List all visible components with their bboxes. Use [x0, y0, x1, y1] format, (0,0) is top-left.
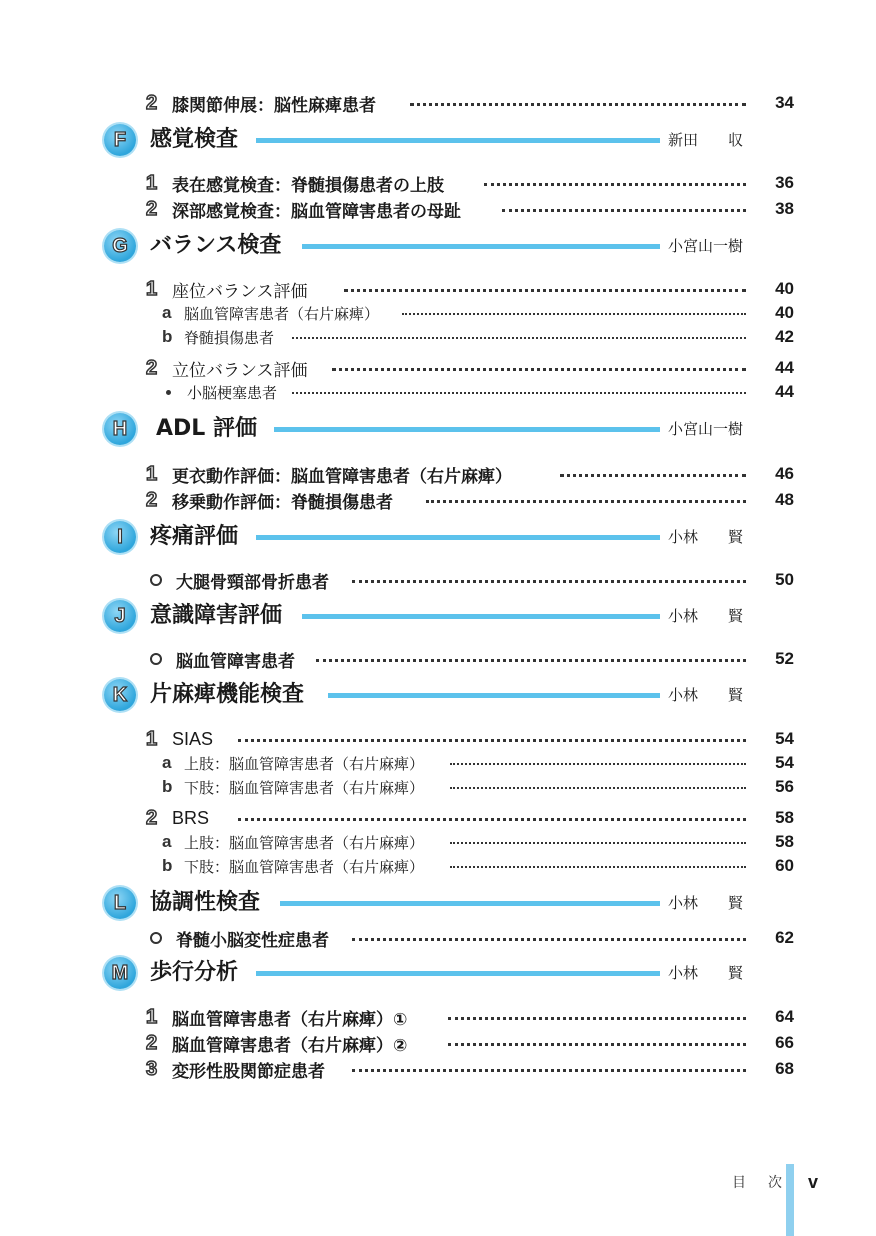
section-rule	[274, 427, 660, 432]
entry-number: 1	[146, 727, 158, 750]
section-author: 小林 賢	[668, 894, 744, 912]
toc-entry[interactable]	[0, 461, 876, 487]
section-header-i[interactable]	[0, 519, 876, 559]
entry-page: 48	[775, 490, 794, 509]
section-rule	[302, 244, 660, 249]
toc-entry[interactable]	[0, 170, 876, 196]
subentry-letter: a	[162, 303, 172, 322]
toc-entry[interactable]	[0, 1056, 876, 1082]
section-author: 小林 賢	[668, 528, 744, 546]
section-letter-badge: H	[104, 413, 136, 445]
entry-number: 3	[146, 1057, 158, 1080]
entry-title: 座位バランス評価	[172, 281, 308, 302]
section-letter-badge: I	[104, 521, 136, 553]
section-letter-badge: G	[104, 230, 136, 262]
subentry-letter: b	[162, 777, 173, 796]
toc-entry[interactable]	[0, 487, 876, 513]
toc-subentry[interactable]	[0, 379, 876, 405]
entry-page: 60	[775, 856, 794, 875]
section-header-k[interactable]	[0, 677, 876, 717]
entry-title: 変形性股関節症患者	[172, 1061, 325, 1082]
entry-title: 上肢：脳血管障害患者（右片麻痺）	[184, 754, 425, 773]
toc-entry[interactable]	[0, 646, 876, 672]
section-title: 感覚検査	[150, 127, 239, 152]
entry-page: 40	[775, 279, 794, 298]
entry-page: 52	[775, 649, 794, 668]
circle-bullet-icon	[150, 574, 162, 586]
subentry-letter: a	[162, 753, 172, 772]
entry-number: 2	[146, 197, 158, 220]
entry-page: 64	[775, 1007, 794, 1026]
section-author: 小林 賢	[668, 964, 744, 982]
section-rule	[302, 614, 660, 619]
entry-number: 1	[146, 1005, 158, 1028]
section-letter-badge: L	[104, 887, 136, 919]
circle-bullet-icon	[150, 932, 162, 944]
toc-entry[interactable]	[0, 90, 876, 116]
section-title: 歩行分析	[150, 960, 239, 985]
entry-title: 更衣動作評価：脳血管障害患者（右片麻痺）	[172, 466, 512, 487]
entry-page: 34	[775, 93, 794, 112]
entry-page: 50	[775, 570, 794, 589]
entry-page: 56	[775, 777, 794, 796]
section-title: ADL 評価	[156, 416, 257, 441]
entry-number: 2	[146, 91, 158, 114]
section-header-g[interactable]	[0, 228, 876, 268]
subentry-letter: a	[162, 832, 172, 851]
entry-page: 54	[775, 729, 794, 748]
section-author: 小林 賢	[668, 607, 744, 625]
entry-title: 上肢：脳血管障害患者（右片麻痺）	[184, 833, 425, 852]
entry-number: 1	[146, 277, 158, 300]
section-title: 片麻痺機能検査	[150, 682, 305, 707]
section-author: 新田 収	[668, 131, 744, 149]
section-header-m[interactable]	[0, 955, 876, 995]
entry-page: 44	[775, 382, 794, 401]
entry-page: 68	[775, 1059, 794, 1078]
entry-page: 38	[775, 199, 794, 218]
toc-entry[interactable]	[0, 726, 876, 752]
section-rule	[256, 138, 660, 143]
toc-entry[interactable]	[0, 567, 876, 593]
entry-title: 膝関節伸展：脳性麻痺患者	[172, 95, 376, 116]
entry-title: 大腿骨頸部骨折患者	[176, 572, 329, 593]
subentry-letter: b	[162, 327, 173, 346]
footer-accent-bar	[786, 1164, 794, 1236]
entry-title: 脳血管障害患者（右片麻痺）	[184, 304, 380, 323]
circle-bullet-icon	[150, 653, 162, 665]
section-letter-badge: J	[104, 600, 136, 632]
section-header-f[interactable]	[0, 122, 876, 162]
section-header-j[interactable]	[0, 598, 876, 638]
entry-page: 58	[775, 832, 794, 851]
section-title: バランス検査	[150, 233, 282, 258]
section-rule	[328, 693, 660, 698]
section-title: 意識障害評価	[150, 603, 283, 628]
entry-title: SIAS	[172, 728, 214, 749]
entry-number: 2	[146, 356, 158, 379]
bullet-icon	[166, 390, 171, 395]
entry-page: 58	[775, 808, 794, 827]
entry-title: 下肢：脳血管障害患者（右片麻痺）	[184, 778, 425, 797]
entry-number: 2	[146, 1031, 158, 1054]
footer-page-number: v	[808, 1172, 819, 1192]
entry-title: 深部感覚検査：脳血管障害患者の母趾	[172, 201, 461, 222]
toc-entry[interactable]	[0, 1004, 876, 1030]
entry-title: 移乗動作評価：脊髄損傷患者	[172, 492, 393, 513]
entry-number: 1	[146, 462, 158, 485]
section-rule	[256, 535, 660, 540]
section-letter-badge: M	[104, 957, 136, 989]
entry-page: 44	[775, 358, 794, 377]
toc-entry[interactable]	[0, 196, 876, 222]
toc-entry[interactable]	[0, 925, 876, 951]
section-letter-badge: K	[104, 679, 136, 711]
section-rule	[280, 901, 660, 906]
section-letter-badge: F	[104, 124, 136, 156]
section-author: 小宮山一樹	[668, 237, 744, 255]
section-title: 疼痛評価	[150, 524, 239, 549]
section-author: 小宮山一樹	[668, 420, 744, 438]
toc-subentry[interactable]	[0, 829, 876, 855]
toc-subentry[interactable]	[0, 300, 876, 326]
toc-subentry[interactable]	[0, 750, 876, 776]
entry-page: 42	[775, 327, 794, 346]
toc-subentry[interactable]	[0, 774, 876, 800]
entry-page: 40	[775, 303, 794, 322]
entry-title: 脳血管障害患者（右片麻痺）②	[172, 1035, 408, 1056]
entry-title: 脳血管障害患者（右片麻痺）①	[172, 1009, 408, 1030]
toc-entry[interactable]	[0, 805, 876, 831]
entry-title: 表在感覚検査：脊髄損傷患者の上肢	[172, 175, 444, 196]
section-rule	[256, 971, 660, 976]
section-title: 協調性検査	[150, 890, 261, 915]
toc-entry[interactable]	[0, 1030, 876, 1056]
entry-title: 脊髄損傷患者	[184, 328, 275, 347]
entry-page: 54	[775, 753, 794, 772]
entry-title: 脊髄小脳変性症患者	[176, 930, 329, 951]
entry-title: BRS	[172, 807, 210, 828]
subentry-letter: b	[162, 856, 173, 875]
entry-page: 46	[775, 464, 794, 483]
entry-title: 小脳梗塞患者	[187, 383, 278, 402]
entry-title: 立位バランス評価	[172, 360, 308, 381]
entry-page: 66	[775, 1033, 794, 1052]
section-header-h[interactable]	[0, 411, 876, 451]
entry-title: 脳血管障害患者	[176, 651, 295, 672]
section-header-l[interactable]	[0, 885, 876, 925]
entry-number: 2	[146, 806, 158, 829]
toc-entry[interactable]	[0, 355, 876, 381]
section-author: 小林 賢	[668, 686, 744, 704]
toc-subentry[interactable]	[0, 853, 876, 879]
entry-page: 62	[775, 928, 794, 947]
entry-title: 下肢：脳血管障害患者（右片麻痺）	[184, 857, 425, 876]
entry-number: 2	[146, 488, 158, 511]
toc-subentry[interactable]	[0, 324, 876, 350]
entry-number: 1	[146, 171, 158, 194]
footer-label: 目 次	[732, 1175, 786, 1191]
entry-page: 36	[775, 173, 794, 192]
toc-entry[interactable]	[0, 276, 876, 302]
